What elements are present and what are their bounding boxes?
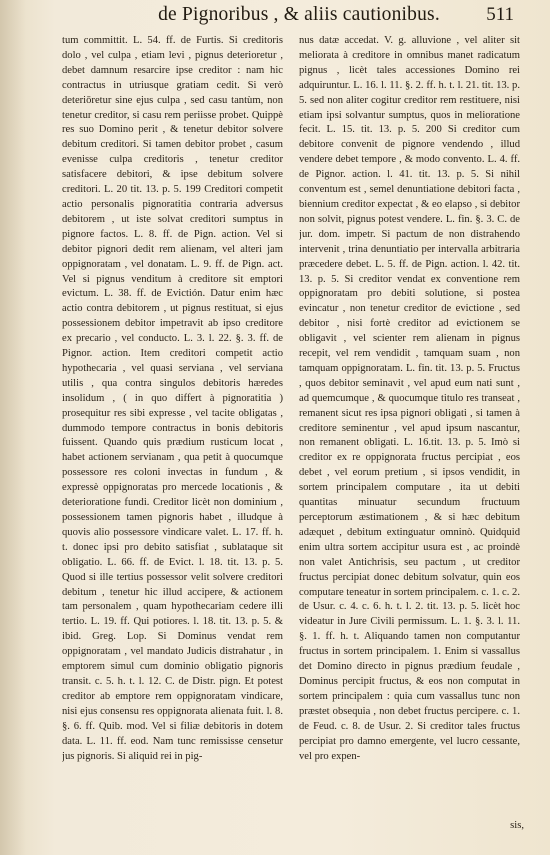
- right-column-text: nus datæ accedat. V. g. alluvione , vel aliter sit meliorata à creditore in omnibus manet radicatum pignus , licèt tales accessiones Domino rei adquiruntur. L. 16. l. 11. §. 2. ff. h. t. l. 21. tit. 13. p. 5. sed non aliter cogitur creditor rem restituere, nisi etiam ipsi solvantur sumptus, quos in melioratione fecit. L. 15. tit. 13. p. 5. 200 Si creditor cum debitore convenit de pignore vendendo , illud vendere debet tempore , & modo convento. L. 4. ff. de Pignor. action. l. 41. tit. 13. p. 5. Si nihil conventum est , semel denuntiatione debitori facta , biennium creditor expectat , & eo elapso , si debitor non solvit, pignus potest vendere. L. fin. §. 3. C. de jur. dom. impetr. Si pactum de non distrahendo intervenit , trina denuntiatio per intervalla arbitraria præcedere debet. L. 5. ff. de Pign. action. l. 42. tit. 13. p. 5. Si creditor vendat ex conventione rem oppignoratam pro debiti solutione, si postea evincatur , non tenetur creditor de evictione , sed debitor , nisi fortè creditor ad evictionem se obligavit , vel scienter rem alienam in pignus recepit, vel rem vendidit , tamquam suam , non tamquam oppignoratam. L. fin. tit. 13. p. 5. Fructus , quos debitor seminavit , vel apud eum nati sunt , ad quemcumque , & quocumque titulo res transeat , remanent sicut res ipsa pignori obligati , si tamen à creditore seminentur , vel apud ipsum nascantur, non remanent obligati. L. 16.tit. 13. p. 5. Imò si creditor ex re oppignorata fructus percipiat , eos debet , vel eorum pretium , si ipsos vendidit, in sortem principalem computare , ita ut debiti quantitas minuatur secundum fructuum perceptorum æstimationem , & si hæc debitum adæquet , debitum extinguatur omninò. Quidquid enim ultra sortem accipitur usura est , ac proindè non valet Antichrisis, seu pactum , ut creditor fructus percipiat donec debitum solvatur, quin eos computare teneatur in sortem principalem. c. 1. c. 2. de Usur. c. 4. c. 6. h. t. l. 2. tit. 13. p. 5. licèt hoc videatur in Jure Civili permissum. L. 1. §. 3. l. 11. §. 1. ff. h. t. Aliquando tamen non computantur fructus in sortem principalem. 1. Enim si vassallus det Domino directo in pignus prædium feudale , Dominus percipit fructus, & eos non computat in sortem principalem : quia cum vassallus tunc non præstet obsequia , non debet fructus percipere. c. 1. de Feud. c. 8. de Usur. 2. Si creditor tales fructus percipiat pro damno emergente, vel lucro cessante, vel pro expen-: [299, 35, 520, 762]
- page-number: 511: [486, 4, 514, 25]
- page-header: [78, 4, 520, 30]
- running-title: de Pignoribus , & aliis cautionibus.: [158, 4, 440, 25]
- spine-shadow: [0, 0, 26, 855]
- right-column: [299, 34, 520, 820]
- catchword: sis,: [510, 820, 524, 831]
- left-column-text: tum committit. L. 54. ff. de Furtis. Si creditoris dolo , vel culpa , etiam levi , pignus deterioretur , debet damnum resarcire ipse creditor : nam hic contractus in utriusque gratiam cedit. Si verò deteriōretur sine ejus culpa , sed casu tantùm, non tenetur creditor, si casu rem periisse probet. Quippè res suo Domino perit , & tenetur debitor solvere debitum creditori. Si tamen debitor probet , casum evenisse culpa creditoris , tenetur creditor satisfacere debitori, & ipse debitum solvere creditori. L. 20 tit. 13. p. 5. 199 Creditori competit actio personalis pignoratitia contraria adversus debitorem , ut iste solvat creditori sumptus in pignore factos. L. 8. ff. de Pign. action. Vel si debitor pignori dedit rem alienam, vel alteri jam oppignoratam , vel donatam. L. 9. ff. de Pign. act. Vel si pignus venditum à creditore sit emptori evictum. L. 38. ff. de Evictión. Datur enim hæc actio contra debitorem , ut pignus restituat, si ejus possessionem debitor impetravit ab ipso creditore ex precario , vel conducto. L. 3. l. 22. §. 3. ff. de Pignor. action. Item creditori competit actio hypothecaria , vel quasi serviana , vel serviana utilis , qua contra singulos debitoris hæredes insolidum , ( in quo differt à pignoratitia ) prosequitur res sibi expresse , vel tacite obligatas , dummodo tempore contractus in bonis debitoris fuissent. Quando quis prædium rusticum locat , habet actionem servianam , qua petit à quocumque possessore res coloni invectas in fundum , & expressè oppignoratas pro mercede locationis , & deterioratione fundi. Creditor licèt non dominium , possessionem tamen pignoris habet , illudque à quovis alio possessore vindicare valet. L. 17. ff. h. t. donec ipsi pro debito satisfiat , sublataque sit obligatio. L. 66. ff. de Evict. l. 18. tit. 13. p. 5. Quod si ille tertius possessor velit solvere creditori debitum , tenetur hic illud accipere, & actionem tam personalem , quam hypothecariam cedere illi tertio. L. 19. ff. Qui potiores. l. 18. tit. 13. p. 5. & ibid. Greg. Lop. Si Dominus vendat rem oppignoratam , vel mandato Judicis distrahatur , in emptorem simul cum dominio obligatio pignoris transit. c. 5. h. t. l. 12. C. de Distr. pign. Et potest creditor ab emptore rem oppignoratam vindicare, nisi ejus consensu res oppignorata alienata fuit. l. 8. §. 6. ff. Quib. mod. Vel si filiæ debitoris in dotem data. L. 11. ff. eod. Nam tunc remississe censetur jus pignoris. Si aliquid rei in pig-: [62, 35, 283, 762]
- text-columns: [62, 34, 520, 820]
- left-column: [62, 34, 283, 820]
